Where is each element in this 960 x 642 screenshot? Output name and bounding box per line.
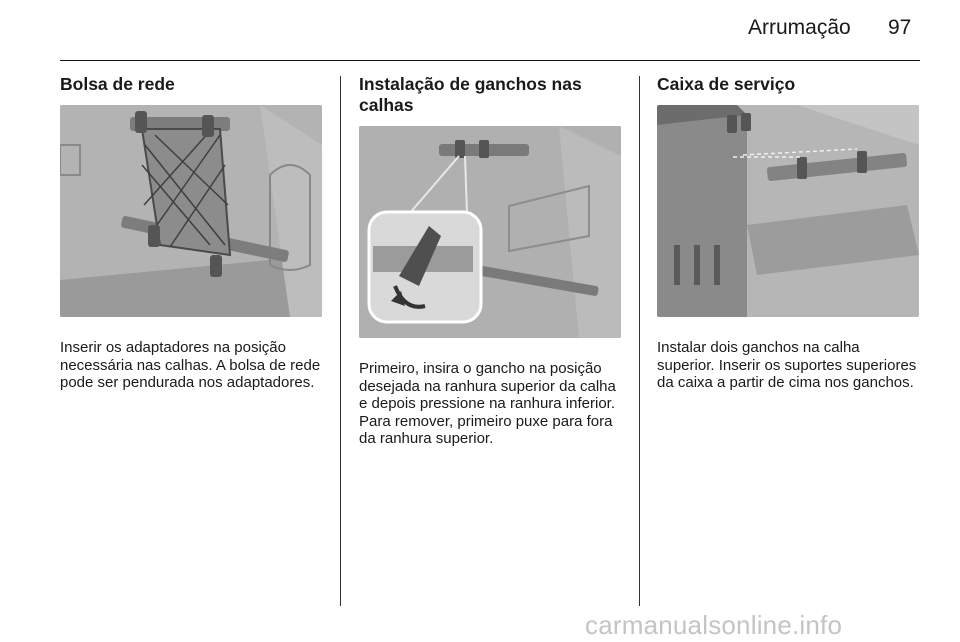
section-rail-hooks xyxy=(359,74,621,448)
watermark: carmanualsonline.info xyxy=(585,610,843,640)
page-number: 97 xyxy=(888,16,912,39)
section-title: Bolsa de rede xyxy=(60,74,175,94)
header-title: Arrumação xyxy=(748,16,851,39)
service-box-illustration xyxy=(657,105,919,317)
column-divider-left xyxy=(340,76,341,606)
header-rule xyxy=(60,60,920,61)
section-body: Instalar dois ganchos na calha superior. Inserir os suportes superiores da caixa a partir de cima nos ganchos. xyxy=(657,339,917,391)
section-body: Primeiro, insira o gancho na posição desejada na ranhura superior da calha e depois pressione na ranhura inferior. Para remover, primeiro puxe para fora da ranhura superior. xyxy=(359,360,616,447)
section-service-box xyxy=(657,74,919,392)
net-bag-illustration xyxy=(60,105,322,317)
rail-hooks-illustration xyxy=(359,126,621,338)
column-divider-right xyxy=(639,76,640,606)
section-title: Instalação de ganchos nas calhas xyxy=(359,74,582,115)
section-title: Caixa de serviço xyxy=(657,74,796,94)
section-body: Inserir os adaptadores na posição necessária nas calhas. A bolsa de rede pode ser pendurada nos adaptadores. xyxy=(60,339,321,391)
section-net-bag xyxy=(60,74,322,392)
